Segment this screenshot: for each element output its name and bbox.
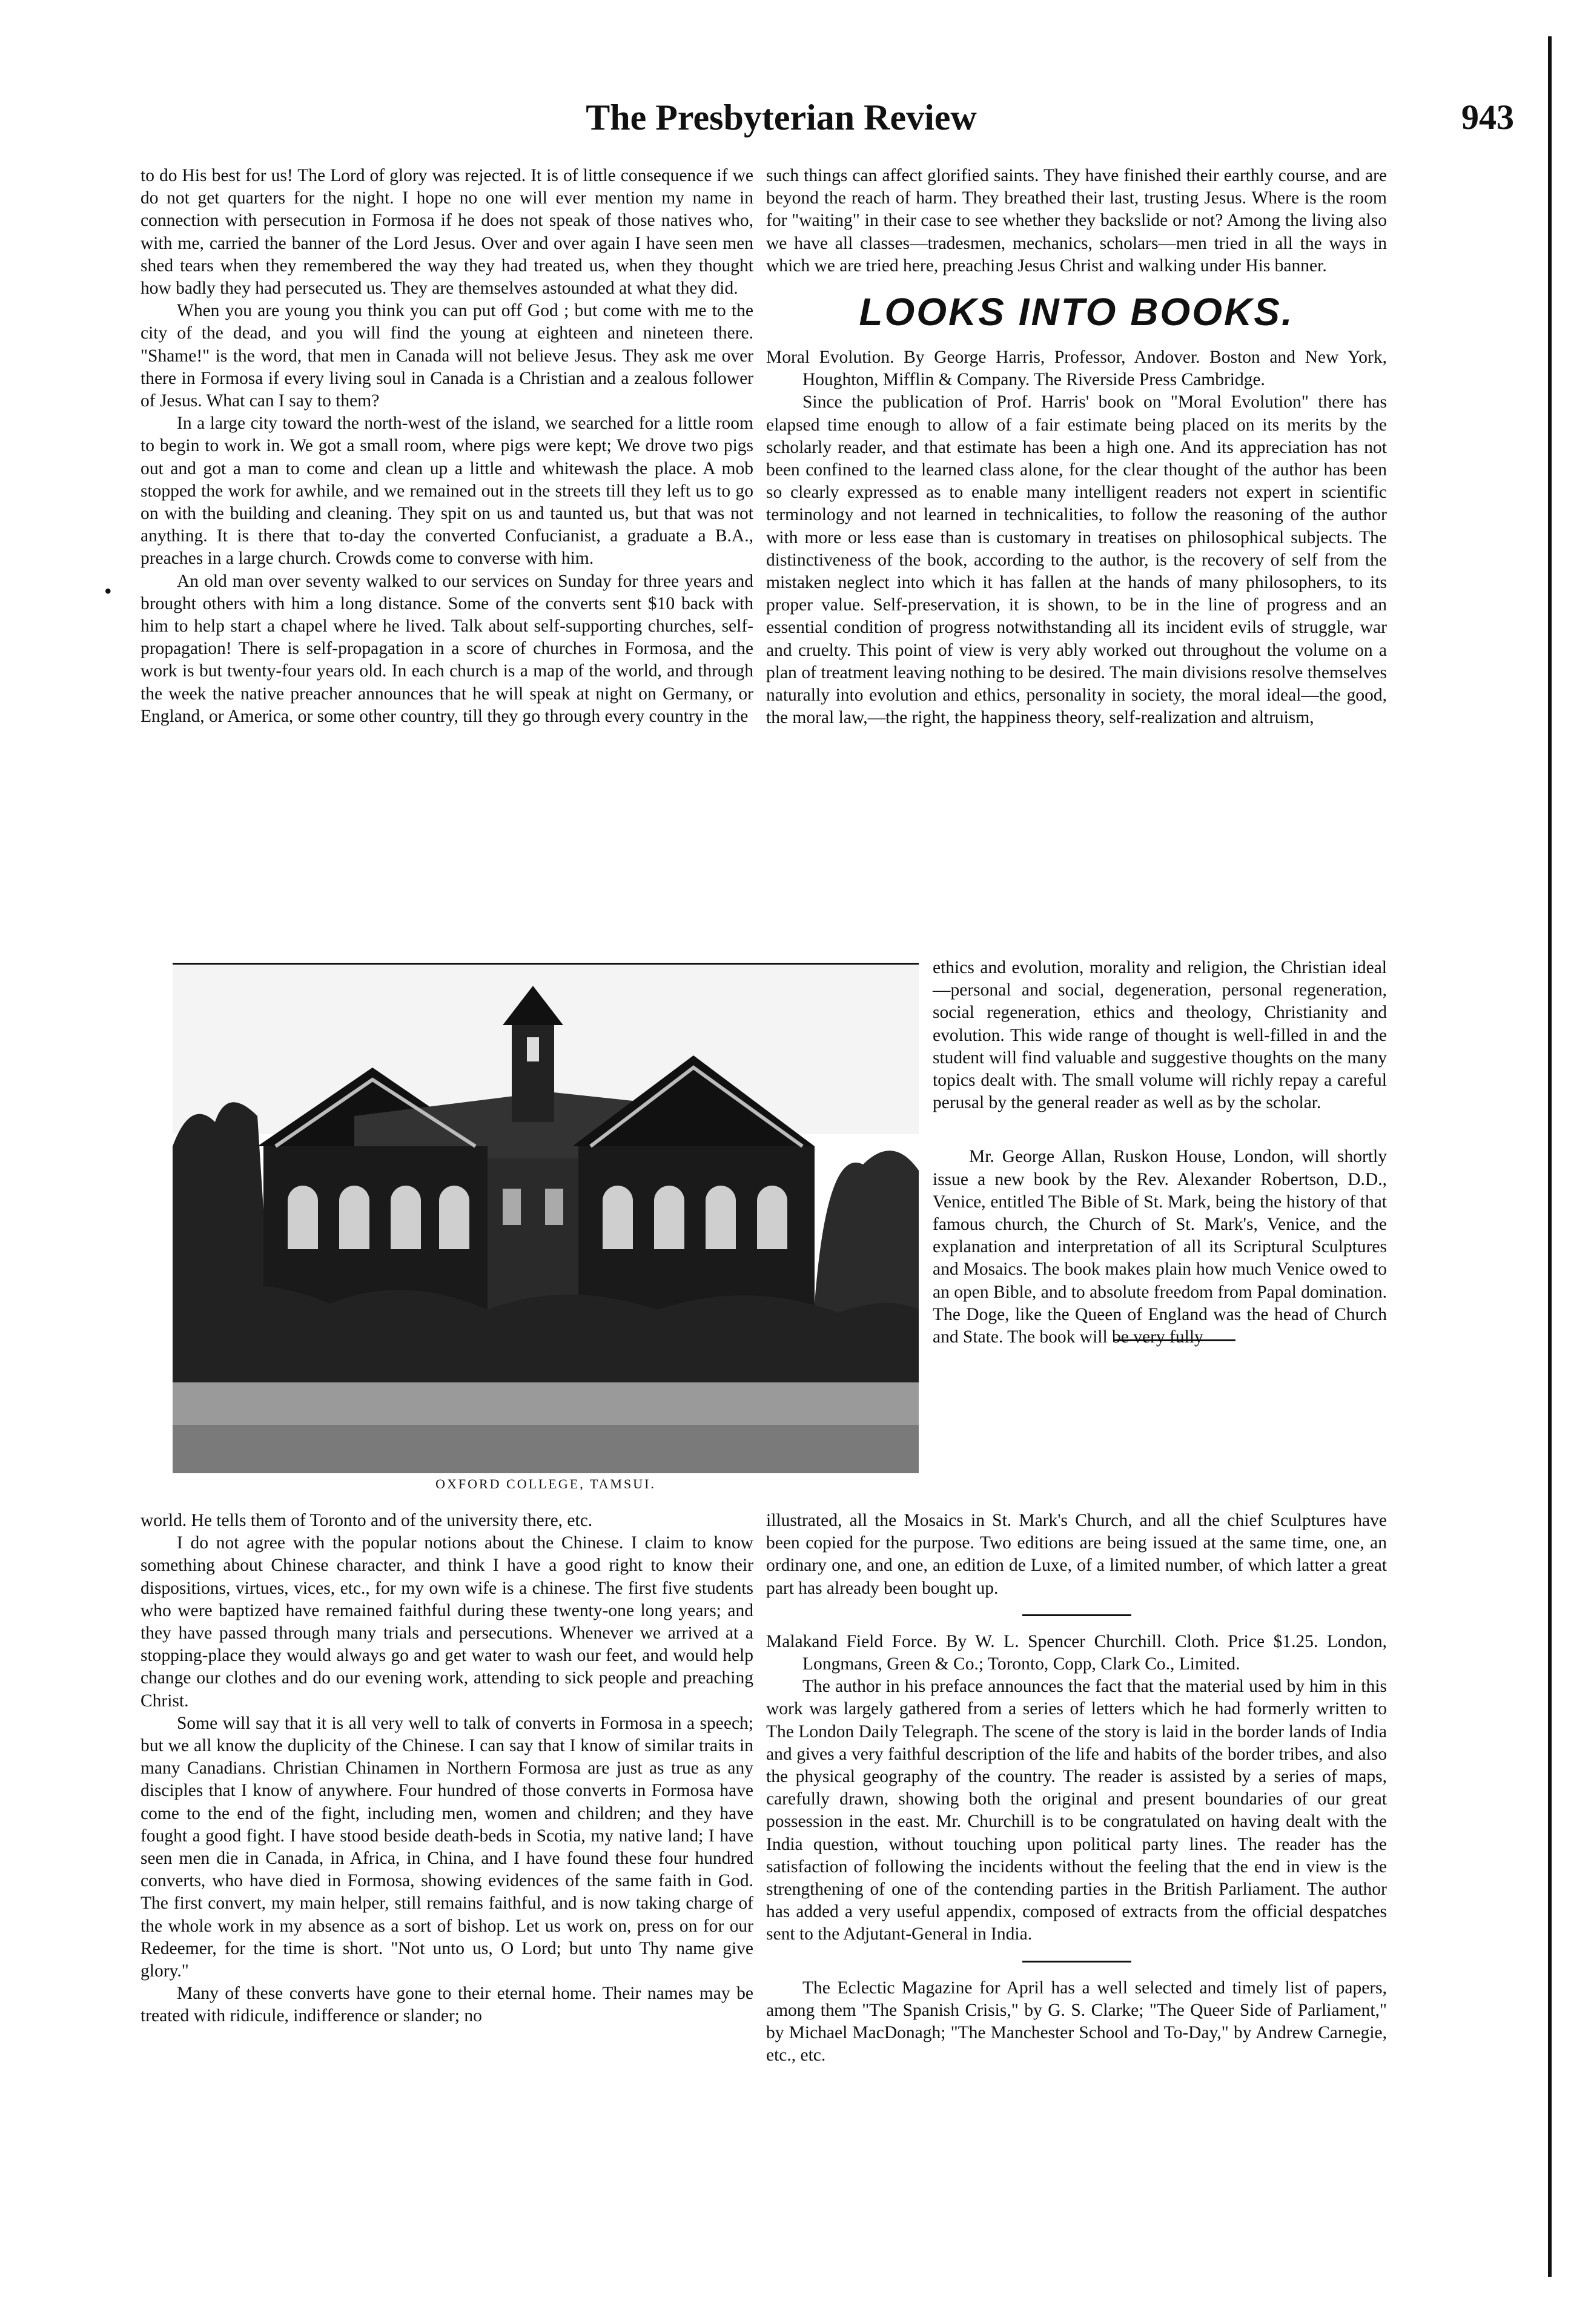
paragraph: I do not agree with the popular notions about the Chinese. I claim to know something about Chinese character, and think I have a good right to know their dispositions, virtues, vices, etc., for my own wife is a chinese. The first five students who were baptized have remained faithful during these twenty-one long years; and they have passed through many trials and persecutions. Whenever we arrived at a stopping-place they would always go and get water to wash our feet, and would help change our clothes and do our evening work, attending to sick people and preaching Christ. [141, 1533, 753, 1711]
page-edge-rule [1548, 36, 1552, 2277]
section-heading: LOOKS INTO BOOKS. [859, 290, 1294, 334]
right-column-mid [933, 957, 1387, 1349]
paragraph: such things can affect glorified saints. They have finished their earthly course, and are beyond the reach of harm. They breathed their last, trusting Jesus. Where is the room for "waiting" in their case to see whether they backslide or not? Among the living also we have all classes—tradesmen, mechanics, scholars—men tried in all the ways in which we are tried here, preaching Jesus Christ and walking under His banner. [766, 166, 1387, 276]
paragraph: Some will say that it is all very well to talk of converts in Formosa in a speech; but we all know the duplicity of the Chinese. I can say that I know of similar traits in many Canadians. Christian Chinamen in Northern Formosa are just as true as any disciples that I know of anywhere. Four hundred of those converts in Formosa have come to the end of the fight, including men, women and children; and they have fought a good fight. I have stood beside death-beds in Scotia, my native land; I have seen men die in Canada, in Africa, in China, and I have found these four hundred converts, who have died in Formosa, showing evidences of the same faith in God. The first convert, my main helper, still remains faithful, and is now taking charge of the whole work in my absence as a sort of bishop. Let us work on, press on for our Redeemer, for the time is short. "Not unto us, O Lord; but unto Thy name give glory." [141, 1713, 753, 1981]
paragraph: An old man over seventy walked to our services on Sunday for three years and brought others with him a long distance. Some of the converts sent $10 back with him to help start a chapel where he lived. Talk about self-supporting churches, self-propagation! There is self-propagation in a score of churches in Formosa, and the work is but twenty-four years old. In each church is a map of the world, and through the week the native preacher announces that he will speak at night on Germany, or England, or America, or some other country, till they go through every country in the [141, 571, 753, 726]
paragraph: When you are young you think you can put off God ; but come with me to the city of the dead, and you will find the young at eighteen and nineteen there. "Shame!" is the word, that men in Canada will not believe Jesus. They ask me over there in Formosa if every living soul in Canada is a Christian and a zealous follower of Jesus. What can I say to them? [141, 301, 753, 411]
magazine-notice: The Eclectic Magazine for April has a well selected and timely list of papers, among them "The Spanish Crisis," by G. S. Clarke; "The Queer Side of Parliament," by Michael MacDonagh; "The Manchester School and To-Day," by Andrew Carnegie, etc., etc. [766, 1978, 1387, 2065]
right-column-top [766, 165, 1387, 729]
paragraph: In a large city toward the north-west of the island, we searched for a little room to begin to work in. We got a small room, where pigs were kept; We drove two pigs out and got a man to come and clean up a little and whitewash the place. A mob stopped the work for awhile, and we remained out in the streets till they left us to go on with the building and cleaning. They spit on us and taunted us, but that was not anything. It is there that to-day the converted Confucianist, a graduate a B.A., preaches in a large church. Crowds come to converse with him. [141, 414, 753, 569]
right-column-bottom [766, 1510, 1387, 2067]
college-photograph [173, 963, 919, 1473]
paragraph: Many of these converts have gone to their eternal home. Their names may be treated with ridicule, indifference or slander; no [141, 1984, 753, 2026]
page-number: 943 [1461, 97, 1514, 137]
paragraph: world. He tells them of Toronto and of the university there, etc. [141, 1511, 593, 1530]
review-paragraph: The author in his preface announces the fact that the material used by him in this work was largely gathered from a series of letters which he had formerly written to The London Daily Telegraph. The scene of the story is laid in the border lands of India and gives a very faithful description of the life and habits of the border tribes, and also the physical geography of the country. The reader is assisted by a series of maps, carefully drawn, showing both the original and present boundaries of our great possession in the east. Mr. Churchill is to be congratulated on having dealt with the India question, without touching upon political party lines. The reader has the satisfaction of following the incidents without the feeling that the end in view is the strengthening of one of the contending parties in the British Parliament. The author has added a very useful appendix, composed of extracts from the official despatches sent to the Adjutant-General in India. [766, 1677, 1387, 1944]
review-paragraph: ethics and evolution, morality and religion, the Christian ideal—personal and social, degeneration, personal regeneration, social regeneration, ethics and theology, Christianity and evolution. This wide range of thought is well-filled in and the student will find valuable and suggestive thoughts on the many topics dealt with. The small volume will richly repay a careful perusal by the general reader as well as by the scholar. [933, 958, 1387, 1113]
book-citation: Moral Evolution. By George Harris, Professor, Andover. Boston and New York, Houghton, Mifflin & Company. The Riverside Press Cambridge. [766, 348, 1387, 390]
book-citation: Malakand Field Force. By W. L. Spencer Churchill. Cloth. Price $1.25. London, Longmans, Green & Co.; Toronto, Copp, Clark Co., Limited. [766, 1631, 1387, 1674]
section-divider [1022, 1614, 1131, 1616]
left-column-bottom [141, 1510, 753, 2028]
photo-caption: OXFORD COLLEGE, TAMSUI. [435, 1476, 656, 1491]
margin-mark: • [104, 579, 112, 603]
journal-title: The Presbyterian Review [586, 97, 977, 137]
review-paragraph: Since the publication of Prof. Harris' book on "Moral Evolution" there has elapsed time enough to allow of a fair estimate being placed on its merits by the scholarly reader, and that estimate has been a high one. And its appreciation has not been confined to the learned class alone, for the clear thought of the author has been so clearly expressed as to enable many intelligent readers not expert in scientific terminology and not learned in technicalities, to follow the reasoning of the author with more or less ease than is customary in treatises on philosophical subjects. The distinctiveness of the book, according to the author, is the recovery of self from the mistaken neglect into which it has fallen at the hands of many philosophers, to its proper value. Self-preservation, it is shown, to be in the line of progress and an essential condition of progress notwithstanding all its incident evils of struggle, war and cruelty. This point of view is very ably worked out throughout the volume on a plan of treatment leaving nothing to be desired. The main divisions resolve themselves naturally into evolution and ethics, personality in society, the moral ideal—the good, the moral law,—the right, the happiness theory, self-realization and altruism, [766, 392, 1387, 728]
book-notice: Mr. George Allan, Ruskon House, London, will shortly issue a new book by the Rev. Alexander Robertson, D.D., Venice, entitled The Bible of St. Mark, being the history of that famous church, the Church of St. Mark's, Venice, and the explanation and interpretation of all its Scriptural Sculptures and Mosaics. The book makes plain how much Venice owed to an open Bible, and to absolute freedom from Papal domination. The Doge, like the Queen of England was the head of Church and State. The book will be very fully [933, 1147, 1387, 1347]
paragraph: illustrated, all the Mosaics in St. Mark's Church, and all the chief Sculptures have been copied for the purpose. Two editions are being issued at the same time, one, an ordinary one, and one, an edition de Luxe, of a limited number, of which latter a great part has already been bought up. [766, 1511, 1387, 1598]
masthead [48, 97, 1514, 145]
section-divider [1114, 1339, 1235, 1341]
photo-illustration [173, 965, 919, 1473]
section-divider [1022, 1961, 1131, 1963]
paragraph: to do His best for us! The Lord of glory was rejected. It is of little consequence if we do not get quarters for the night. I hope no one will ever mention my name in connection with persecution in Formosa if he does not speak of those natives who, with me, carried the banner of the Lord Jesus. Over and over again I have seen men shed tears when they remembered the way they had treated us, when they thought how badly they had persecuted us. They are themselves astounded at what they did. [141, 166, 753, 299]
left-column-top [141, 165, 753, 728]
